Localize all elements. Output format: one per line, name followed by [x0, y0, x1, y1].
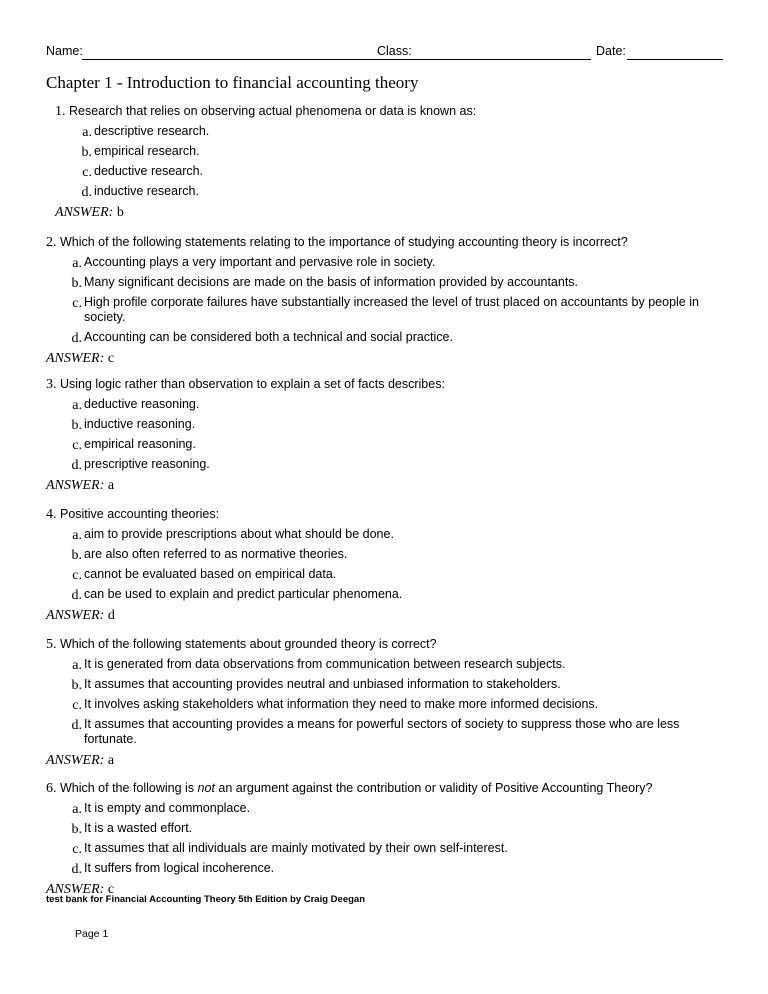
question-stem: 5. Which of the following statements about grounded theory is correct? — [46, 637, 437, 652]
option-c: c. High profile corporate failures have substantially increased the level of trust placed on accountants by people in society. — [72, 295, 699, 324]
answer: ANSWER: a — [46, 478, 115, 493]
question-5 — [46, 637, 726, 769]
option-b: b. It is a wasted effort. — [71, 821, 193, 837]
option-d: d. prescriptive reasoning. — [71, 457, 210, 473]
option-c: c. empirical reasoning. — [72, 437, 196, 453]
class-label: Class: — [377, 44, 412, 58]
option-b: b. empirical research. — [81, 144, 200, 160]
footer-text: test bank for Financial Accounting Theory 5th Edition by Craig Deegan — [46, 894, 365, 905]
option-d: d. Accounting can be considered both a technical and social practice. — [71, 330, 453, 346]
answer: ANSWER: d — [46, 608, 115, 623]
question-6 — [46, 781, 726, 898]
answer: ANSWER: c — [46, 351, 115, 366]
page-number: Page 1 — [75, 928, 109, 940]
answer: ANSWER: a — [46, 753, 115, 768]
question-2 — [46, 235, 726, 367]
date-label: Date: — [596, 44, 626, 58]
class-blank-line — [413, 59, 591, 60]
option-d: d. inductive research. — [81, 184, 199, 200]
option-c: c. deductive research. — [82, 164, 204, 180]
option-a: a. It is empty and commonplace. — [72, 801, 251, 817]
question-stem: 2. Which of the following statements relating to the importance of studying accounting theory is incorrect? — [46, 235, 628, 250]
name-blank-line — [82, 59, 418, 60]
option-a: a. It is generated from data observations from communication between research subjects. — [72, 657, 566, 673]
option-b: b. are also often referred to as normative theories. — [71, 547, 348, 563]
answer: ANSWER: c — [46, 882, 115, 897]
question-3 — [46, 377, 726, 494]
question-4 — [46, 507, 726, 624]
option-a: a. deductive reasoning. — [72, 397, 200, 413]
option-c: c. It involves asking stakeholders what information they need to make more informed decisions. — [72, 697, 599, 713]
answer: ANSWER: b — [55, 205, 124, 220]
name-label: Name: — [46, 44, 83, 58]
option-a: a. aim to provide prescriptions about what should be done. — [72, 527, 394, 543]
question-1 — [46, 104, 726, 221]
option-a: a. Accounting plays a very important and pervasive role in society. — [72, 255, 436, 271]
option-b: b. Many significant decisions are made on the basis of information provided by accountants. — [71, 275, 579, 291]
option-d: d. It suffers from logical incoherence. — [71, 861, 275, 877]
option-d: d. It assumes that accounting provides a means for powerful sectors of society to suppress those who are less fortunate. — [71, 717, 680, 746]
student-info-header — [46, 44, 726, 64]
chapter-title: Chapter 1 - Introduction to financial accounting theory — [46, 73, 419, 92]
question-stem: 6. Which of the following is not an argument against the contribution or validity of Positive Accounting Theory? — [46, 781, 653, 796]
question-stem: 3. Using logic rather than observation to explain a set of facts describes: — [46, 377, 445, 392]
option-d: d. can be used to explain and predict particular phenomena. — [71, 587, 403, 603]
option-c: c. It assumes that all individuals are mainly motivated by their own self-interest. — [72, 841, 508, 857]
option-c: c. cannot be evaluated based on empirical data. — [72, 567, 337, 583]
option-a: a. descriptive research. — [82, 124, 210, 140]
question-stem: 4. Positive accounting theories: — [46, 507, 220, 522]
date-blank-line — [627, 59, 723, 60]
option-b: b. It assumes that accounting provides neutral and unbiased information to stakeholders. — [71, 677, 561, 693]
option-b: b. inductive reasoning. — [71, 417, 196, 433]
question-stem: 1. Research that relies on observing actual phenomena or data is known as: — [55, 104, 477, 119]
